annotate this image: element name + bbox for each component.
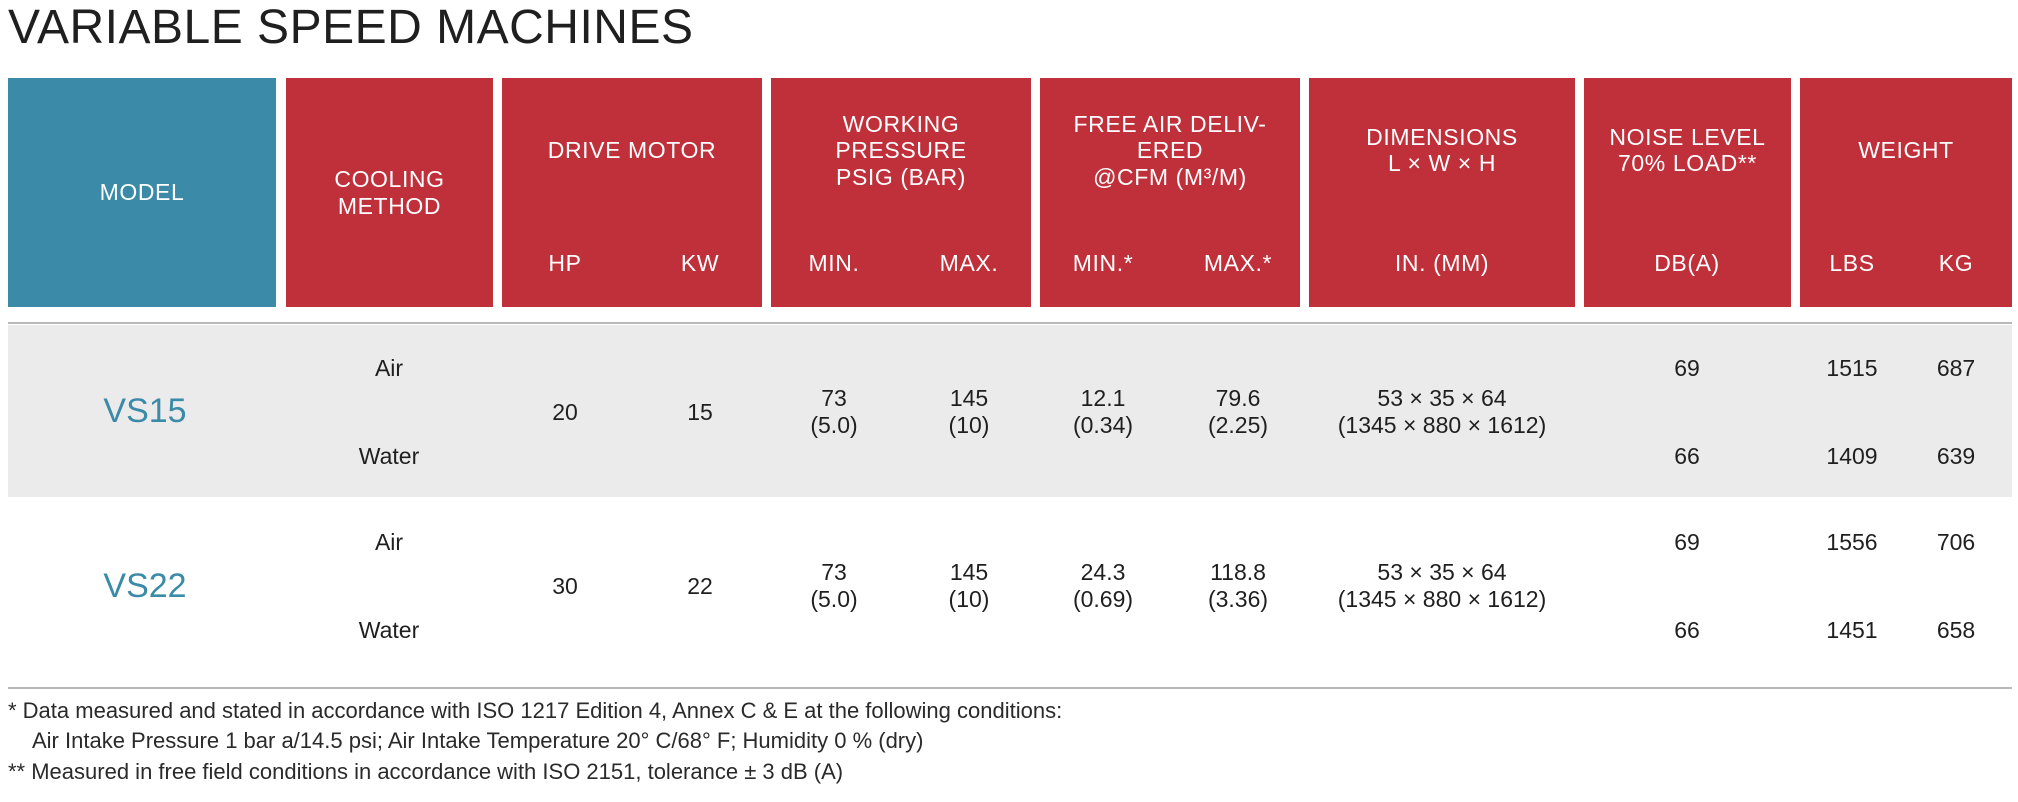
table-row [8, 325, 2012, 497]
header-kg: KG [1938, 250, 1974, 276]
header-wp-line-2: PRESSURE [835, 137, 967, 163]
header-drive-motor [502, 78, 762, 307]
header-divider [8, 322, 2012, 324]
cooling-air: Air [374, 529, 404, 555]
weight-kg-water: 639 [1936, 443, 1976, 469]
weight-kg-air: 687 [1936, 355, 1976, 381]
fad-max-m3: (2.25) [1207, 412, 1269, 438]
fad-min-m3: (0.34) [1072, 412, 1134, 438]
hp-value: 20 [552, 399, 578, 425]
header-wp-min: MIN. [808, 250, 860, 276]
kw-value: 22 [687, 573, 713, 599]
page-title: VARIABLE SPEED MACHINES [8, 1, 694, 54]
fad-min-m3: (0.69) [1072, 586, 1134, 612]
header-fad-line-2: ERED [1136, 137, 1204, 163]
header-dimensions [1309, 78, 1575, 307]
header-wp-max: MAX. [939, 250, 999, 276]
header-fad-line-3: @CFM (M³/M) [1093, 164, 1247, 190]
wp-max-psig: 145 [949, 385, 989, 411]
fad-min-cfm: 24.3 [1080, 559, 1126, 585]
header-wp-line-3: PSIG (BAR) [836, 164, 966, 190]
header-dimensions-line-2: L × W × H [1387, 150, 1497, 176]
header-cooling-method [286, 78, 493, 307]
header-fad-line-1: FREE AIR DELIV- [1073, 111, 1267, 137]
header-dimensions-line-1: DIMENSIONS [1366, 124, 1518, 150]
weight-lbs-water: 1451 [1826, 617, 1878, 643]
dimensions-mm: (1345 × 880 × 1612) [1337, 412, 1547, 438]
header-noise-level [1584, 78, 1791, 307]
kw-value: 15 [687, 399, 713, 425]
header-free-air-delivered [1040, 78, 1300, 307]
header-noise-unit: DB(A) [1654, 250, 1720, 276]
noise-air: 69 [1674, 355, 1700, 381]
noise-water: 66 [1674, 617, 1700, 643]
footnote-iso2151: ** Measured in free field conditions in accordance with ISO 2151, tolerance ± 3 dB (A) [8, 759, 844, 784]
header-working-pressure [771, 78, 1031, 307]
weight-lbs-water: 1409 [1826, 443, 1878, 469]
wp-max-bar: (10) [948, 412, 990, 438]
weight-lbs-air: 1515 [1826, 355, 1878, 381]
footnote-conditions: Air Intake Pressure 1 bar a/14.5 psi; Air Intake Temperature 20° C/68° F; Humidity 0 % (dry) [32, 728, 924, 753]
header-model-label: MODEL [99, 179, 185, 205]
hp-value: 30 [552, 573, 578, 599]
dimensions-mm: (1345 × 880 × 1612) [1337, 586, 1547, 612]
header-hp: HP [548, 250, 582, 276]
header-model [8, 78, 276, 307]
fad-max-m3: (3.36) [1207, 586, 1269, 612]
cooling-air: Air [374, 355, 404, 381]
wp-min-bar: (5.0) [810, 586, 858, 612]
header-fad-max: MAX.* [1203, 250, 1273, 276]
header-drive-motor-label: DRIVE MOTOR [547, 137, 717, 163]
fad-min-cfm: 12.1 [1080, 385, 1126, 411]
table-row [8, 498, 2012, 670]
header-cooling-line-1: COOLING [334, 166, 445, 192]
header-noise-line-2: 70% LOAD** [1618, 150, 1757, 176]
weight-lbs-air: 1556 [1826, 529, 1878, 555]
cooling-water: Water [358, 443, 420, 469]
dimensions-in: 53 × 35 × 64 [1377, 559, 1507, 585]
weight-kg-water: 658 [1936, 617, 1976, 643]
table-bottom-divider [8, 687, 2012, 689]
noise-water: 66 [1674, 443, 1700, 469]
weight-kg-air: 706 [1936, 529, 1976, 555]
wp-min-bar: (5.0) [810, 412, 858, 438]
wp-max-psig: 145 [949, 559, 989, 585]
wp-min-psig: 73 [821, 559, 847, 585]
noise-air: 69 [1674, 529, 1700, 555]
model-name: VS22 [103, 567, 187, 605]
header-weight-label: WEIGHT [1858, 137, 1954, 163]
header-lbs: LBS [1829, 250, 1875, 276]
header-weight [1800, 78, 2012, 307]
header-cooling-line-2: METHOD [337, 193, 442, 219]
header-fad-min: MIN.* [1072, 250, 1134, 276]
wp-min-psig: 73 [821, 385, 847, 411]
header-kw: KW [680, 250, 720, 276]
footnote-iso1217: * Data measured and stated in accordance with ISO 1217 Edition 4, Annex C & E at the following conditions: [8, 698, 1063, 723]
fad-max-cfm: 118.8 [1210, 559, 1266, 585]
cooling-water: Water [358, 617, 420, 643]
header-wp-line-1: WORKING [842, 111, 960, 137]
model-name: VS15 [103, 392, 187, 430]
fad-max-cfm: 79.6 [1215, 385, 1261, 411]
wp-max-bar: (10) [948, 586, 990, 612]
header-noise-line-1: NOISE LEVEL [1609, 124, 1766, 150]
dimensions-in: 53 × 35 × 64 [1377, 385, 1507, 411]
header-dimensions-unit: IN. (MM) [1394, 250, 1490, 276]
